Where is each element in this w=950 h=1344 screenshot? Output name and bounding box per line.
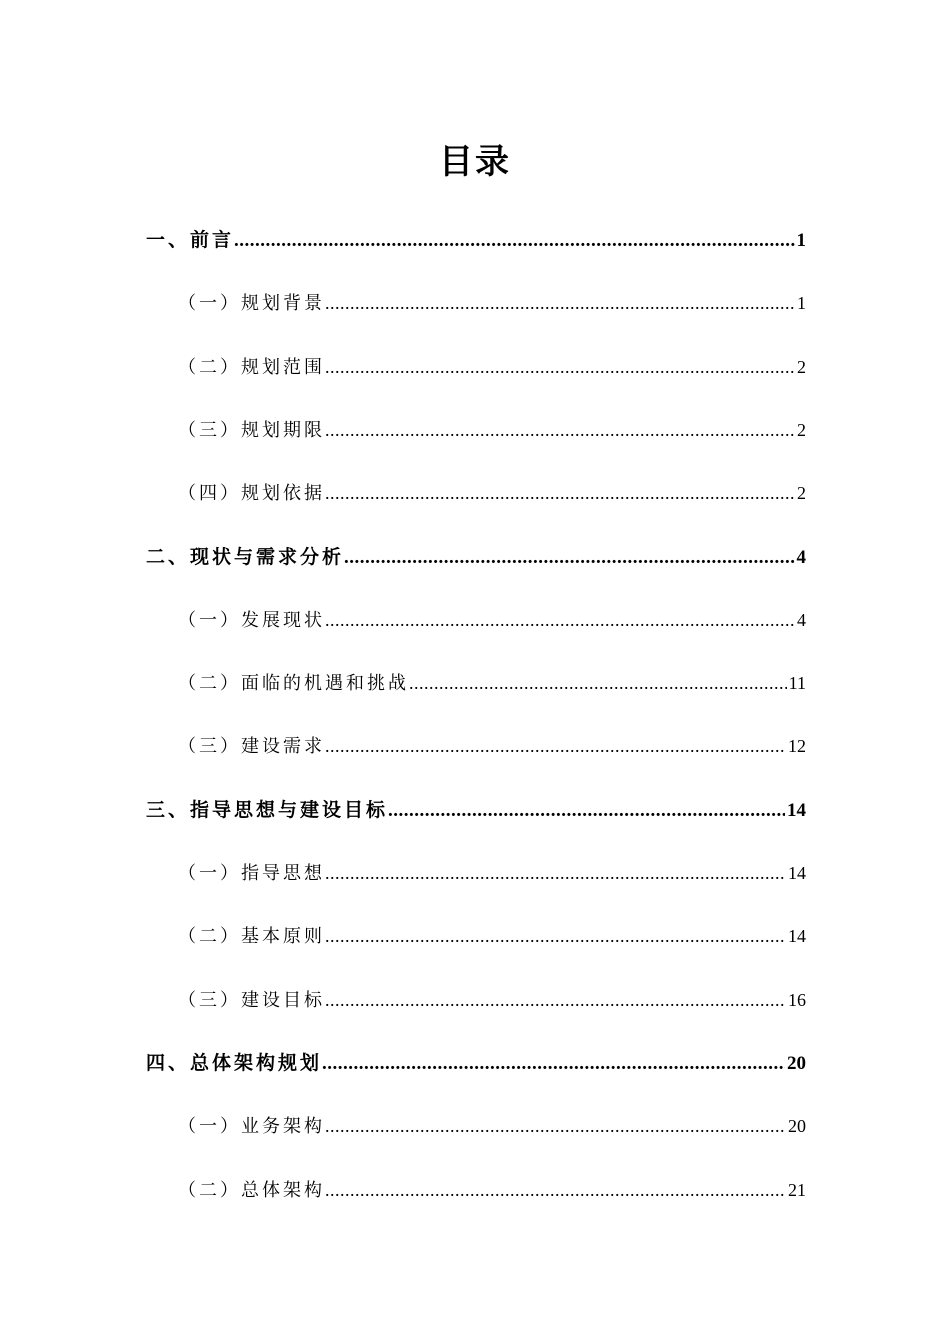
toc-entry-title: （一）发展现状 xyxy=(178,609,325,631)
toc-page-number: 2 xyxy=(797,419,806,440)
dot-leader xyxy=(322,1049,785,1079)
toc-section-entry[interactable] xyxy=(178,1175,806,1205)
toc-page-number: 1 xyxy=(797,293,806,314)
dot-leader xyxy=(325,858,786,888)
dot-leader xyxy=(325,1175,786,1205)
toc-page-number: 4 xyxy=(797,609,806,630)
toc-page-number: 16 xyxy=(788,989,806,1010)
toc-section-entry[interactable] xyxy=(178,731,806,761)
dot-leader xyxy=(325,1111,786,1141)
dot-leader xyxy=(325,605,795,635)
toc-section-entry[interactable] xyxy=(178,668,806,698)
dot-leader xyxy=(325,985,786,1015)
toc-section-entry[interactable] xyxy=(178,478,806,508)
dot-leader xyxy=(325,352,795,382)
toc-chapter-entry[interactable] xyxy=(146,542,806,572)
toc-entry-title: 一、前言 xyxy=(146,229,235,251)
toc-page-number: 11 xyxy=(788,673,806,694)
toc-section-entry[interactable] xyxy=(178,1111,806,1141)
toc-page-number: 2 xyxy=(797,356,806,377)
toc-entry-title: 三、指导思想与建设目标 xyxy=(146,798,389,821)
dot-leader xyxy=(325,478,795,508)
dot-leader xyxy=(388,796,785,826)
toc-section-entry[interactable] xyxy=(178,352,806,382)
toc-entry-title: （一）业务架构 xyxy=(178,1116,325,1138)
toc-entry-title: （二）基本原则 xyxy=(178,926,325,948)
toc-chapter-entry[interactable] xyxy=(146,1048,806,1078)
toc-page-number: 4 xyxy=(796,546,806,568)
toc-entry-title: （一）规划背景 xyxy=(178,293,325,315)
toc-page-number: 20 xyxy=(788,1116,806,1137)
toc-section-entry[interactable] xyxy=(178,921,806,951)
toc-entry-title: （四）规划依据 xyxy=(178,483,325,505)
toc-entry-title: （一）指导思想 xyxy=(178,863,325,884)
toc-title: 目录 xyxy=(439,142,511,182)
toc-page-number: 14 xyxy=(788,863,806,883)
toc-entry-title: （三）建设需求 xyxy=(178,736,325,758)
toc-page-number: 21 xyxy=(788,1179,806,1200)
toc-section-entry[interactable] xyxy=(178,985,806,1015)
dot-leader xyxy=(234,226,794,256)
dot-leader xyxy=(409,668,787,698)
dot-leader xyxy=(325,288,795,318)
toc-chapter-entry[interactable] xyxy=(146,795,806,825)
toc-entry-title: （二）规划范围 xyxy=(178,356,325,378)
toc-chapter-entry[interactable] xyxy=(146,225,806,255)
dot-leader xyxy=(325,921,786,951)
toc-page-number: 14 xyxy=(787,799,806,821)
toc-page-number: 1 xyxy=(796,230,806,251)
toc-section-entry[interactable] xyxy=(178,858,806,888)
toc-page-number: 14 xyxy=(788,926,806,947)
toc-entry-title: （二）总体架构 xyxy=(178,1179,325,1201)
toc-page-number: 12 xyxy=(788,736,806,757)
dot-leader xyxy=(325,415,795,445)
dot-leader xyxy=(325,731,786,761)
toc-entry-title: 四、总体架构规划 xyxy=(146,1051,323,1074)
toc-section-entry[interactable] xyxy=(178,288,806,318)
toc-page-number: 20 xyxy=(787,1052,806,1074)
toc-section-entry[interactable] xyxy=(178,605,806,635)
toc-entry-title: （三）规划期限 xyxy=(178,419,325,441)
dot-leader xyxy=(344,543,794,573)
toc-page-number: 2 xyxy=(797,483,806,504)
toc-entry-title: （二）面临的机遇和挑战 xyxy=(178,673,409,695)
toc-section-entry[interactable] xyxy=(178,415,806,445)
toc-entry-title: 二、现状与需求分析 xyxy=(146,545,345,568)
toc-entry-title: （三）建设目标 xyxy=(178,989,325,1011)
